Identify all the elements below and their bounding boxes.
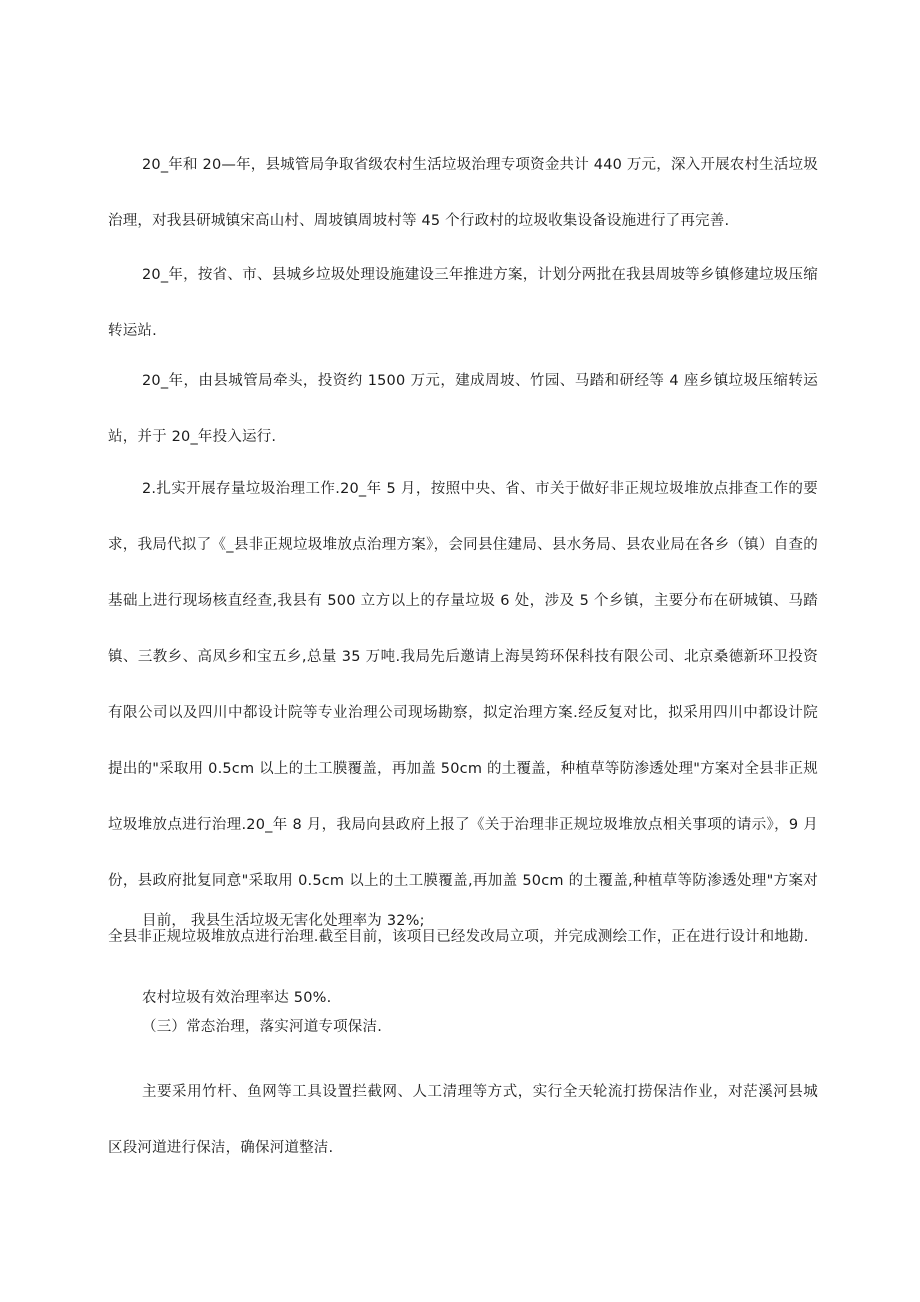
paragraph-harmless-rate: 目前， 我县生活垃圾无害化处理率为 32%; bbox=[142, 913, 425, 929]
paragraph-rural-treatment-rate: 农村垃圾有效治理率达 50%. bbox=[142, 990, 332, 1006]
paragraph-stock-waste-treatment: 2.扎实开展存量垃圾治理工作.20_年 5 月，按照中央、省、市关于做好非正规垃圾堆放点排查工作的要求，我局代拟了《_县非正规垃圾堆放点治理方案》，会同县住建局、县水务局、县农业局在各乡（镇）自查的基础上进行现场核直经查,我县有 500 立方以上的存量垃圾 6 处，涉及 5 个乡镇，主要分布在研城镇、马踏镇、三教乡、高凤乡和宝五乡,总量 35 万吨.我局先后邀请上海昊筠环保科技有限公司、北京桑德新环卫投资有限公司以及四川中都设计院等专业治理公司现场勘察，拟定治理方案.经反复对比，拟采用四川中都设计院提出的"采取用 0.5cm 以上的土工膜覆盖，再加盖 50cm 的土覆盖，种植草等防渗透处理"方案对全县非正规垃圾堆放点进行治理.20_年 8 月，我局向县政府上报了《关于治理非正规垃圾堆放点相关事项的请示》，9 月份，县政府批复同意"采取用 0.5cm 以上的土工膜覆盖,再加盖 50cm 的土覆盖,种植草等防渗透处理"方案对全县非正规垃圾堆放点进行治理.截至目前，该项目已经发改局立项，并完成测绘工作，正在进行设计和地勘. bbox=[108, 481, 818, 945]
paragraph-transfer-station-built: 20_年，由县城管局牵头，投资约 1500 万元，建成周坡、竹园、马踏和研经等 4 座乡镇垃圾压缩转运站，并于 20_年投入运行. bbox=[108, 373, 818, 445]
paragraph-transfer-station-plan: 20_年，按省、市、县城乡垃圾处理设施建设三年推进方案，计划分两批在我县周坡等乡镇修建垃圾压缩转运站. bbox=[108, 267, 818, 339]
paragraph-rural-waste-funding: 20_年和 20—年，县城管局争取省级农村生活垃圾治理专项资金共计 440 万元，深入开展农村生活垃圾治理，对我县研城镇宋高山村、周坡镇周坡村等 45 个行政村的垃圾收集设备设施进行了再完善. bbox=[108, 157, 818, 229]
section-heading-river-cleaning: （三）常态治理，落实河道专项保洁. bbox=[142, 1019, 383, 1035]
paragraph-river-cleaning: 主要采用竹杆、鱼网等工具设置拦截网、人工清理等方式，实行全天轮流打捞保洁作业，对茫溪河县城区段河道进行保洁，确保河道整洁. bbox=[108, 1084, 818, 1156]
